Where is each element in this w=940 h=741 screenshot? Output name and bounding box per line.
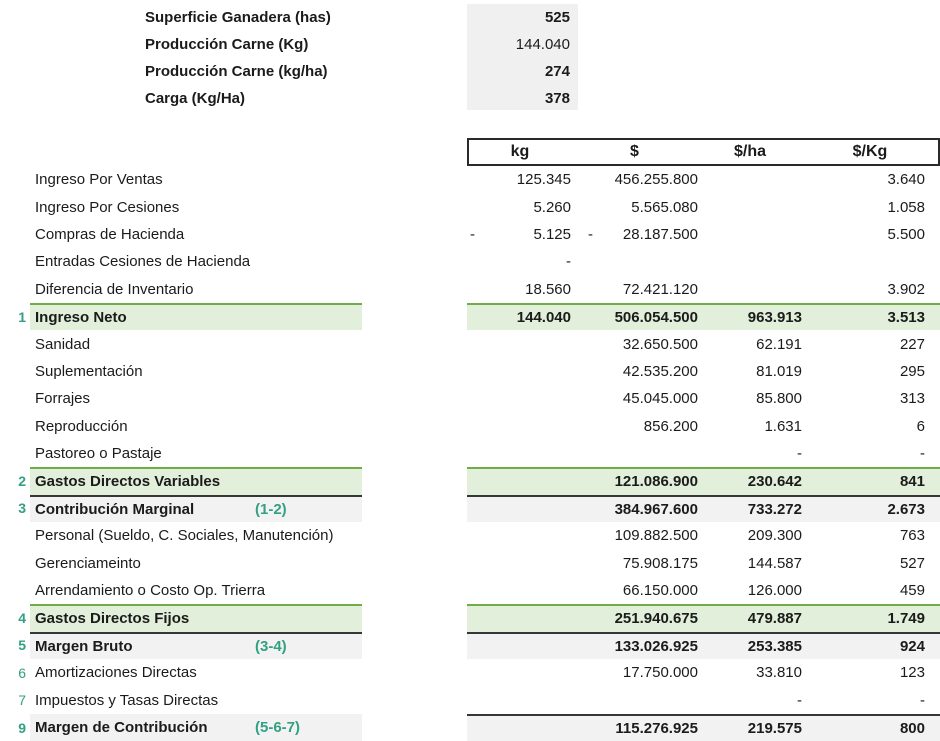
table-row (0, 330, 940, 357)
row-values (467, 166, 940, 193)
row-values (467, 193, 940, 220)
pesos-cell: 17.750.000 (622, 664, 698, 682)
pesos-cell: 384.967.600 (614, 500, 698, 518)
row-label: Amortizaciones Directas (35, 664, 197, 682)
summary-row (0, 31, 940, 58)
pesos-cell: 456.255.800 (614, 171, 698, 189)
pesos-cell: 115.276.925 (615, 720, 698, 737)
per-kg-cell: 5.500 (887, 225, 925, 243)
per-ha-cell: 253.385 (747, 637, 802, 655)
table-header (467, 138, 940, 166)
row-number (0, 358, 26, 385)
summary-label: Carga (Kg/Ha) (145, 90, 246, 107)
per-kg-cell: 924 (899, 637, 925, 655)
pesos-minus: - (588, 225, 593, 243)
per-kg-cell: 123 (899, 664, 925, 682)
per-ha-cell: 144.587 (747, 554, 802, 572)
per-kg-cell: 6 (916, 417, 925, 435)
per-kg-cell: 763 (899, 527, 925, 545)
header-kg: kg (510, 143, 530, 160)
row-label: Gerenciameinto (35, 554, 141, 572)
per-ha-cell: - (797, 445, 802, 463)
row-number (0, 330, 26, 357)
row-number (0, 193, 26, 220)
kg-cell: - (566, 253, 571, 271)
per-kg-cell: - (920, 445, 925, 463)
per-kg-cell: 295 (899, 362, 925, 380)
row-number: 9 (18, 719, 26, 736)
summary-label: Producción Carne (Kg) (145, 36, 309, 53)
kg-cell: 125.345 (516, 171, 571, 189)
row-values (467, 303, 940, 330)
row-label: Entradas Cesiones de Hacienda (35, 253, 251, 271)
kg-cell: 144.040 (516, 309, 571, 327)
table-row-subtotal (0, 495, 940, 522)
row-values (467, 467, 940, 494)
row-label: Diferencia de Inventario (35, 280, 194, 298)
row-values (467, 495, 940, 522)
row-number (0, 522, 26, 549)
row-values (467, 577, 940, 604)
per-ha-cell: 33.810 (756, 664, 802, 682)
summary-label: Superficie Ganadera (has) (145, 9, 331, 26)
table-row (0, 413, 940, 440)
table-row (0, 248, 940, 275)
summary-row (0, 58, 940, 85)
row-ref: (5-6-7) (255, 719, 301, 736)
summary-row (0, 85, 940, 112)
row-label: Ingreso Por Cesiones (35, 198, 180, 216)
table-body (0, 166, 940, 741)
table-row (0, 549, 940, 576)
row-label: Arrendamiento o Costo Op. Trierra (35, 582, 266, 600)
per-ha-cell: 963.913 (747, 309, 802, 327)
row-ref: (3-4) (255, 637, 287, 655)
row-values (467, 221, 940, 248)
row-number: 5 (18, 637, 26, 654)
row-number (0, 385, 26, 412)
row-values (467, 659, 940, 686)
row-label: Pastoreo o Pastaje (35, 445, 162, 463)
summary-value-cell[interactable]: 378 (544, 90, 570, 107)
per-ha-cell: - (797, 691, 802, 709)
per-kg-cell: 3.902 (887, 280, 925, 298)
row-values (467, 358, 940, 385)
row-values (467, 604, 940, 631)
per-ha-cell: 1.631 (764, 417, 802, 435)
header-per-ha: $/ha (733, 143, 766, 160)
pesos-cell: 72.421.120 (622, 280, 698, 298)
pesos-cell: 5.565.080 (631, 198, 698, 216)
row-label: Margen Bruto (35, 637, 133, 655)
row-label: Impuestos y Tasas Directas (35, 691, 219, 709)
per-kg-cell: 1.749 (887, 610, 925, 628)
row-number (0, 221, 26, 248)
row-values (467, 276, 940, 303)
per-ha-cell: 85.800 (756, 390, 802, 408)
per-ha-cell: 81.019 (756, 362, 802, 380)
row-label: Suplementación (35, 362, 143, 380)
pesos-cell: 42.535.200 (622, 362, 698, 380)
per-kg-cell: 800 (899, 720, 925, 737)
row-values (467, 632, 940, 659)
row-label: Ingreso Por Ventas (35, 171, 163, 189)
per-kg-cell: 2.673 (887, 500, 925, 518)
table-row (0, 166, 940, 193)
pesos-cell: 506.054.500 (614, 309, 698, 327)
row-label: Margen de Contribución (35, 719, 208, 736)
pesos-cell: 251.940.675 (614, 610, 698, 628)
per-kg-cell: 313 (899, 390, 925, 408)
per-kg-cell: 459 (899, 582, 925, 600)
pesos-cell: 45.045.000 (622, 390, 698, 408)
per-kg-cell: 3.513 (887, 309, 925, 327)
row-values (467, 330, 940, 357)
per-ha-cell: 209.300 (747, 527, 802, 545)
kg-cell: 5.125 (533, 225, 571, 243)
pesos-cell: 133.026.925 (614, 637, 698, 655)
kg-cell: 18.560 (525, 280, 571, 298)
row-label: Gastos Directos Fijos (35, 610, 190, 628)
row-values (467, 385, 940, 412)
pesos-cell: 121.086.900 (614, 473, 698, 491)
table-row-subtotal (0, 604, 940, 631)
row-number (0, 276, 26, 303)
table-row (0, 577, 940, 604)
table-row (0, 221, 940, 248)
per-ha-cell: 126.000 (747, 582, 802, 600)
table-row-subtotal (0, 632, 940, 659)
row-label: Sanidad (35, 335, 91, 353)
per-kg-cell: 227 (899, 335, 925, 353)
row-values (467, 413, 940, 440)
row-number (0, 166, 26, 193)
pesos-cell: 66.150.000 (622, 582, 698, 600)
per-kg-cell: 841 (899, 473, 925, 491)
row-number: 6 (18, 664, 26, 681)
pesos-cell: 856.200 (643, 417, 698, 435)
summary-label: Producción Carne (kg/ha) (145, 63, 328, 80)
pesos-cell: 75.908.175 (622, 554, 698, 572)
summary-row (0, 4, 940, 31)
table-row (0, 659, 940, 686)
row-values (467, 440, 940, 467)
row-number: 3 (18, 500, 26, 517)
row-number (0, 577, 26, 604)
row-number (0, 440, 26, 467)
row-values (467, 714, 940, 741)
row-label: Compras de Hacienda (35, 225, 185, 243)
row-number (0, 248, 26, 275)
row-label: Reproducción (35, 417, 128, 435)
table-row (0, 440, 940, 467)
per-kg-cell: 1.058 (887, 198, 925, 216)
row-values (467, 248, 940, 275)
table-row (0, 358, 940, 385)
per-kg-cell: 527 (899, 554, 925, 572)
row-label: Personal (Sueldo, C. Sociales, Manutención) (35, 527, 334, 545)
kg-minus: - (470, 225, 475, 243)
per-ha-cell: 219.575 (747, 720, 802, 737)
row-ref: (1-2) (255, 500, 287, 518)
row-number: 7 (18, 692, 26, 709)
summary-value-cell[interactable]: 144.040 (515, 36, 570, 53)
table-row-total (0, 714, 940, 741)
row-number: 4 (18, 609, 26, 626)
row-label: Ingreso Neto (35, 309, 127, 327)
per-kg-cell: - (920, 691, 925, 709)
row-number: 1 (18, 308, 26, 325)
table-row (0, 686, 940, 713)
table-row (0, 522, 940, 549)
table-row-subtotal (0, 467, 940, 494)
row-label: Contribución Marginal (35, 500, 195, 518)
row-number (0, 549, 26, 576)
pesos-cell: 109.882.500 (614, 527, 698, 545)
per-kg-cell: 3.640 (887, 171, 925, 189)
per-ha-cell: 230.642 (747, 473, 802, 491)
per-ha-cell: 733.272 (747, 500, 802, 518)
per-ha-cell: 479.887 (747, 610, 802, 628)
row-number: 2 (18, 472, 26, 489)
table-row-subtotal (0, 303, 940, 330)
row-values (467, 686, 940, 713)
table-row (0, 385, 940, 412)
row-number (0, 413, 26, 440)
header-per-kg: $/Kg (852, 143, 888, 160)
summary-value-cell[interactable]: 525 (544, 9, 570, 26)
summary-value-cell[interactable]: 274 (544, 63, 570, 80)
pesos-cell: 32.650.500 (622, 335, 698, 353)
kg-cell: 5.260 (533, 198, 571, 216)
row-label: Gastos Directos Variables (35, 473, 221, 491)
row-values (467, 522, 940, 549)
per-ha-cell: 62.191 (756, 335, 802, 353)
table-row (0, 193, 940, 220)
row-values (467, 549, 940, 576)
pesos-cell: 28.187.500 (622, 225, 698, 243)
table-row (0, 276, 940, 303)
row-label: Forrajes (35, 390, 91, 408)
header-pesos: $ (630, 143, 639, 160)
